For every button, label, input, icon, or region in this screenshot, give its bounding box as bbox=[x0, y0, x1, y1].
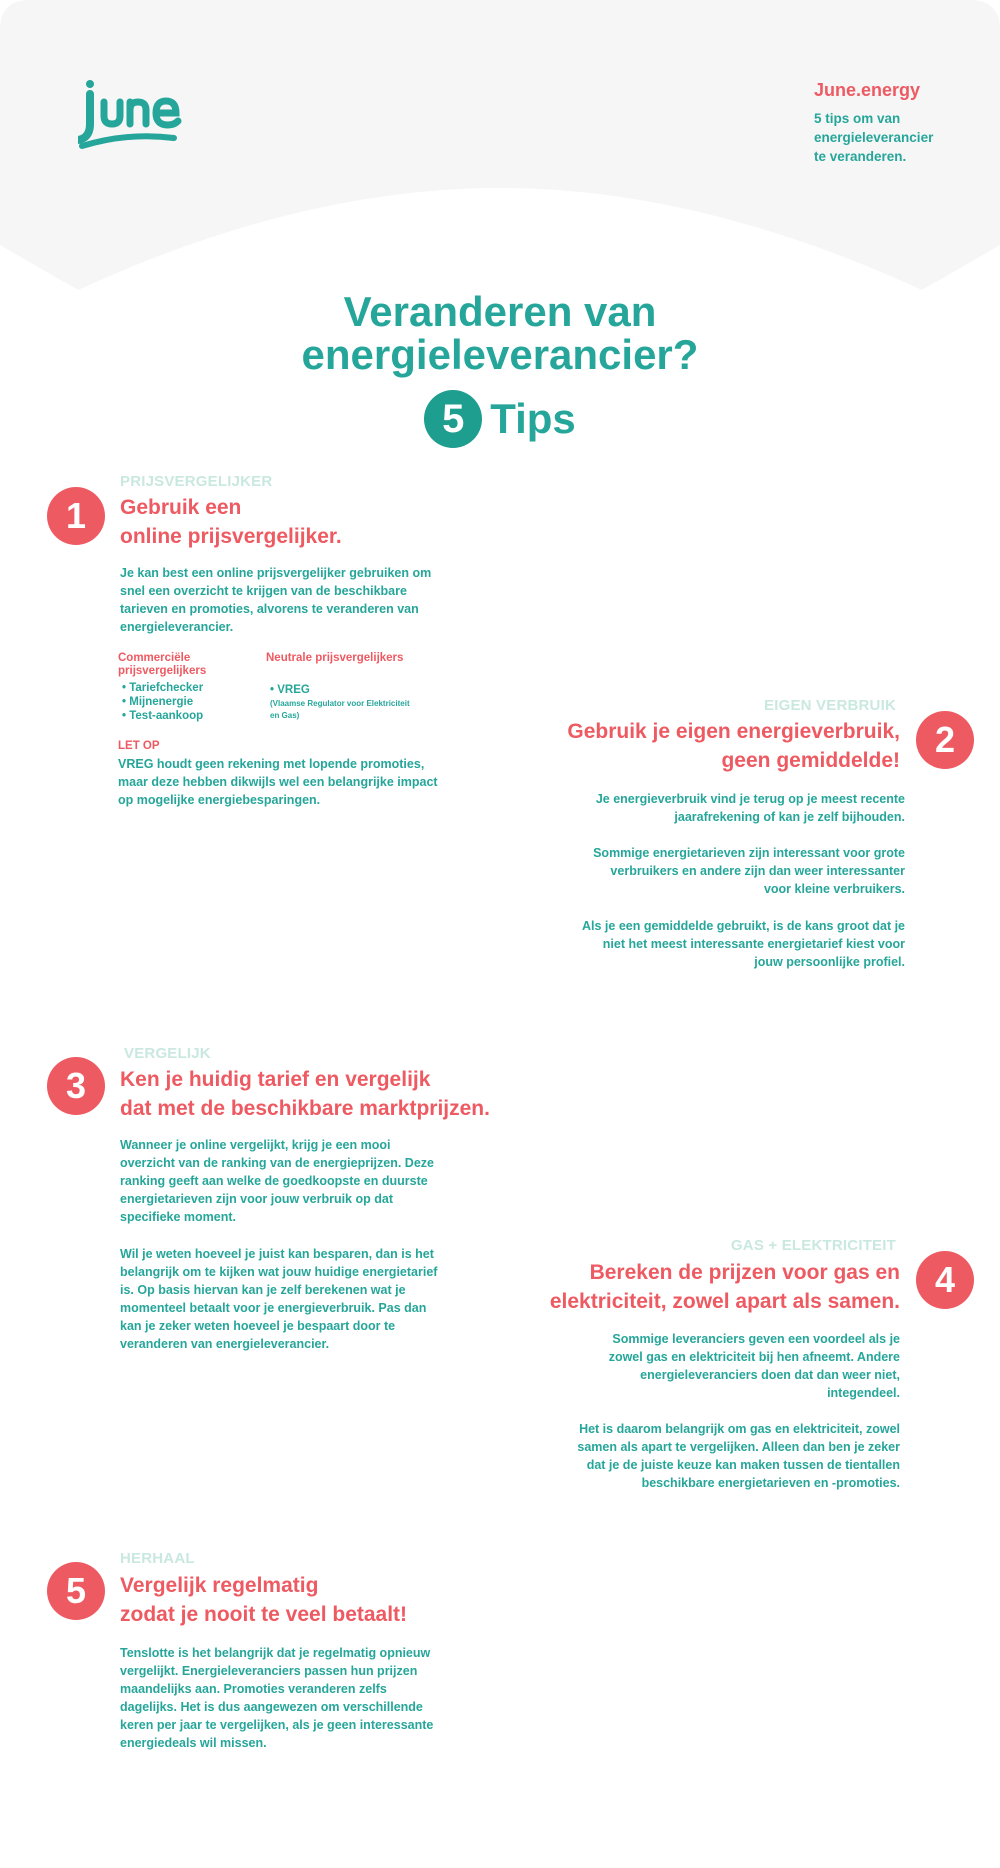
tip-5-number: 5 bbox=[47, 1562, 105, 1620]
tip-5-body: Tenslotte is het belangrijk dat je regelmatig opnieuw vergelijkt. Energieleveranciers passen hun prijzen maandelijks aan. Promoties veranderen zelfs dagelijks. Het is dus aangewezen om verschillende keren per jaar te vergelijken, als je geen interessante energiedeals wil missen. bbox=[120, 1646, 434, 1750]
tip-4-heading-line2: elektriciteit, zowel apart als samen. bbox=[549, 1290, 900, 1313]
brand-name: June.energy bbox=[814, 80, 921, 100]
neutral-comparers-list bbox=[270, 683, 310, 697]
tip-5-heading-line1: Vergelijk regelmatig bbox=[120, 1574, 319, 1597]
note-body: VREG houdt geen rekening met lopende promoties, maar deze hebben dikwijls wel een belangrijke impact op mogelijke energiebesparingen. bbox=[118, 757, 438, 807]
list-item: • VREG bbox=[270, 683, 310, 697]
tip-5-kicker: HERHAAL bbox=[120, 1550, 195, 1567]
commercial-comparers-label: Commerciële prijsvergelijkers bbox=[118, 652, 207, 677]
tip-1-heading-line2: online prijsvergelijker. bbox=[120, 525, 342, 548]
tip-2-body-2: Sommige energietarieven zijn interessant voor grote verbruikers en andere zijn dan weer interessanter voor kleine verbruikers. bbox=[593, 846, 905, 896]
tip-5-heading bbox=[120, 1571, 520, 1629]
tip-1-number: 1 bbox=[47, 487, 105, 545]
tip-1-kicker: PRIJSVERGELIJKER bbox=[120, 473, 273, 490]
hero bbox=[0, 290, 1000, 448]
hero-title-line1: Veranderen van bbox=[343, 288, 657, 335]
tip-2-body-1: Je energieverbruik vind je terug op je meest recente jaarafrekening of kan je zelf bijhouden. bbox=[595, 792, 905, 824]
tips-count-badge: 5 bbox=[424, 390, 482, 448]
tip-3-heading bbox=[120, 1065, 540, 1123]
tip-3-number: 3 bbox=[47, 1057, 105, 1115]
tip-4-body-2: Het is daarom belangrijk om gas en elektriciteit, zowel samen als apart te vergelijken. Alleen dan ben je zeker dat je de juiste keuze kan maken tussen de tientallen beschikbare energietarieven en -promoties. bbox=[577, 1422, 900, 1490]
tip-1-heading-line1: Gebruik een bbox=[120, 496, 242, 519]
tip-1-heading bbox=[120, 493, 520, 551]
neutral-comparers-label: Neutrale prijsvergelijkers bbox=[266, 652, 404, 664]
tip-3-body-1: Wanneer je online vergelijkt, krijg je een mooi overzicht van de ranking van de energieprijzen. Deze ranking geeft aan welke de goedkoopste en duurste energietarieven zijn voor jouw verbruik op dat specifieke moment. bbox=[120, 1138, 434, 1224]
tip-4-heading-line1: Bereken de prijzen voor gas en bbox=[589, 1261, 900, 1284]
tip-2-number: 2 bbox=[916, 711, 974, 769]
tip-2-heading bbox=[460, 717, 900, 775]
tip-2-kicker: EIGEN VERBRUIK bbox=[764, 697, 896, 714]
note-title: LET OP bbox=[118, 740, 160, 752]
brand-block bbox=[814, 80, 984, 166]
june-logo-icon bbox=[78, 80, 188, 150]
tips-word: Tips bbox=[490, 395, 576, 442]
list-item: • Tariefchecker bbox=[122, 681, 203, 695]
tip-1-body: Je kan best een online prijsvergelijker gebruiken om snel een overzicht te krijgen van de beschikbare tarieven en promoties, alvorens te veranderen van energieleverancier. bbox=[120, 566, 432, 634]
tip-4-kicker: GAS + ELEKTRICITEIT bbox=[730, 1237, 896, 1254]
tip-5-heading-line2: zodat je nooit te veel betaalt! bbox=[120, 1603, 408, 1626]
tip-2-body-3: Als je een gemiddelde gebruikt, is de kans groot dat je niet het meest interessante energietarief kiest voor jouw persoonlijke profiel. bbox=[582, 919, 905, 969]
tips-row bbox=[0, 390, 1000, 448]
tip-3-kicker: VERGELIJK bbox=[124, 1045, 211, 1062]
brand-subtitle: 5 tips om van energieleverancier te veranderen. bbox=[814, 111, 934, 164]
commercial-comparers-list bbox=[122, 681, 203, 723]
hero-title-line2: energieleverancier? bbox=[301, 331, 699, 378]
tip-4-body-1: Sommige leveranciers geven een voordeel als je zowel gas en elektriciteit bij hen afneemt. Andere energieleveranciers doen dat dan weer niet, integendeel. bbox=[608, 1332, 900, 1400]
list-item: • Test-aankoop bbox=[122, 709, 203, 723]
vreg-note: (Vlaamse Regulator voor Elektriciteit en Gas) bbox=[270, 699, 410, 720]
tip-2-heading-line2: geen gemiddelde! bbox=[721, 749, 900, 772]
tip-3-body-2: Wil je weten hoeveel je juist kan besparen, dan is het belangrijk om te kijken wat jouw huidige energietarief is. Op basis hiervan kan je zelf berekenen wat je momenteel betaalt voor je energieverbruik. Pas dan kan je zeker weten hoeveel je bespaart door te veranderen van energieleverancier. bbox=[120, 1247, 438, 1351]
tip-4-number: 4 bbox=[916, 1251, 974, 1309]
tip-3-heading-line2: dat met de beschikbare marktprijzen. bbox=[120, 1097, 490, 1120]
tip-3-heading-line1: Ken je huidig tarief en vergelijk bbox=[120, 1068, 431, 1091]
tip-4-heading bbox=[440, 1258, 900, 1316]
tip-2-heading-line1: Gebruik je eigen energieverbruik, bbox=[567, 720, 900, 743]
list-item: • Mijnenergie bbox=[122, 695, 203, 709]
